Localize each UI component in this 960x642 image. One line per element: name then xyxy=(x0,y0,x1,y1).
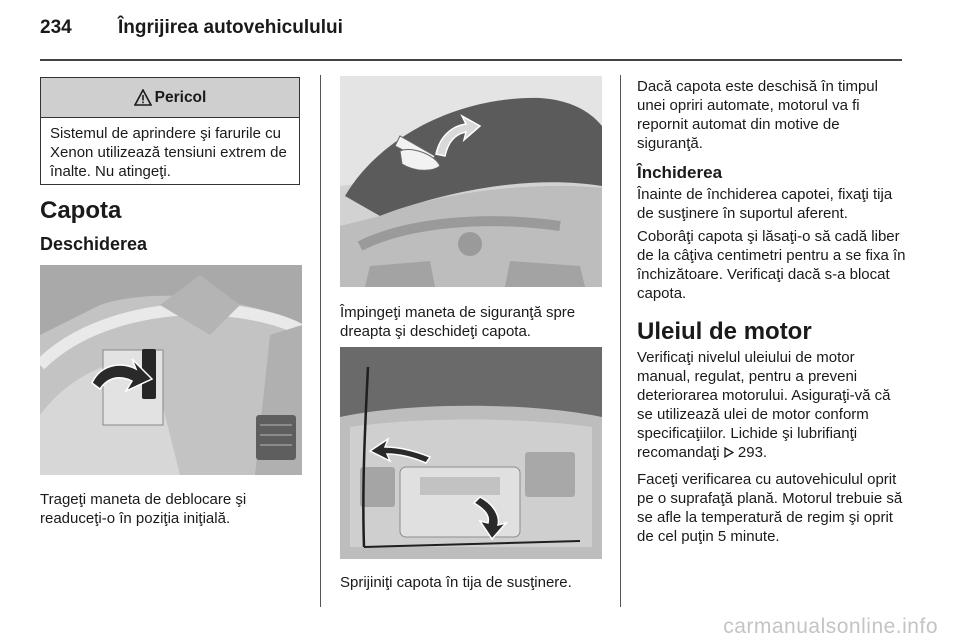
oil-check-text: Verificaţi nivelul uleiului de motor manual, regulat, pentru a preveni deteriorarea motorului. Asiguraţi-vă că se utilizează ulei de motor conform specificaţiilor. Lichide şi lubrifianţi recomandaţi xyxy=(637,349,891,461)
danger-text: Sistemul de aprindere şi farurile cu Xenon utilizează tensiuni extrem de înalte. Nu atingeţi. xyxy=(50,125,287,180)
warning-triangle-icon xyxy=(134,89,152,106)
page-number: 234 xyxy=(40,17,72,38)
paragraph-prop-rod-fix: Înainte de închiderea capotei, fixaţi tija de susţinere în suportul aferent. xyxy=(637,186,893,222)
subheading-deschiderea: Deschiderea xyxy=(40,234,148,254)
caption-open-hood: Împingeţi maneta de siguranţă spre dreapta şi deschideţi capota. xyxy=(340,304,576,340)
danger-box-header xyxy=(41,78,299,118)
column-separator xyxy=(320,75,321,607)
header-rule xyxy=(40,59,902,61)
column-separator xyxy=(620,75,621,607)
section-heading-engine-oil: Uleiul de motor xyxy=(637,318,812,345)
hood-prop-rod-illustration xyxy=(340,347,602,559)
open-hood-illustration xyxy=(340,76,602,287)
caption-prop-rod: Sprijiniţi capota în tija de susţinere. xyxy=(340,574,572,591)
watermark: carmanualsonline.info xyxy=(723,615,938,638)
page-title: Îngrijirea autovehiculului xyxy=(118,17,343,38)
danger-box xyxy=(40,77,300,185)
page-reference-link[interactable]: 293. xyxy=(737,444,768,461)
release-lever-illustration xyxy=(40,265,302,475)
danger-label: Pericol xyxy=(154,88,207,106)
section-heading-capota: Capota xyxy=(40,197,122,224)
paragraph-auto-stop: Dacă capota este deschisă în timpul unei opriri automate, motorul va fi repornit automat din motive de siguranţă. xyxy=(637,78,878,152)
page-reference-arrow-icon xyxy=(724,447,734,458)
paragraph-oil-check xyxy=(637,348,907,462)
subheading-inchiderea: Închiderea xyxy=(637,163,723,182)
paragraph-close-hood: Coborâţi capota şi lăsaţi-o să cadă liber de la câţiva centimetri pentru a se fixa în închizătoare. Verificaţi dacă s-a blocat capota. xyxy=(637,228,906,302)
caption-release-lever: Trageţi maneta de deblocare şi readuceţi-o în poziţia iniţială. xyxy=(40,491,247,527)
paragraph-oil-conditions: Faceţi verificarea cu autovehiculul oprit pe o suprafaţă plană. Motorul trebuie să se afle la temperatură de regim şi oprit de cel puţin 5 minute. xyxy=(637,471,903,545)
